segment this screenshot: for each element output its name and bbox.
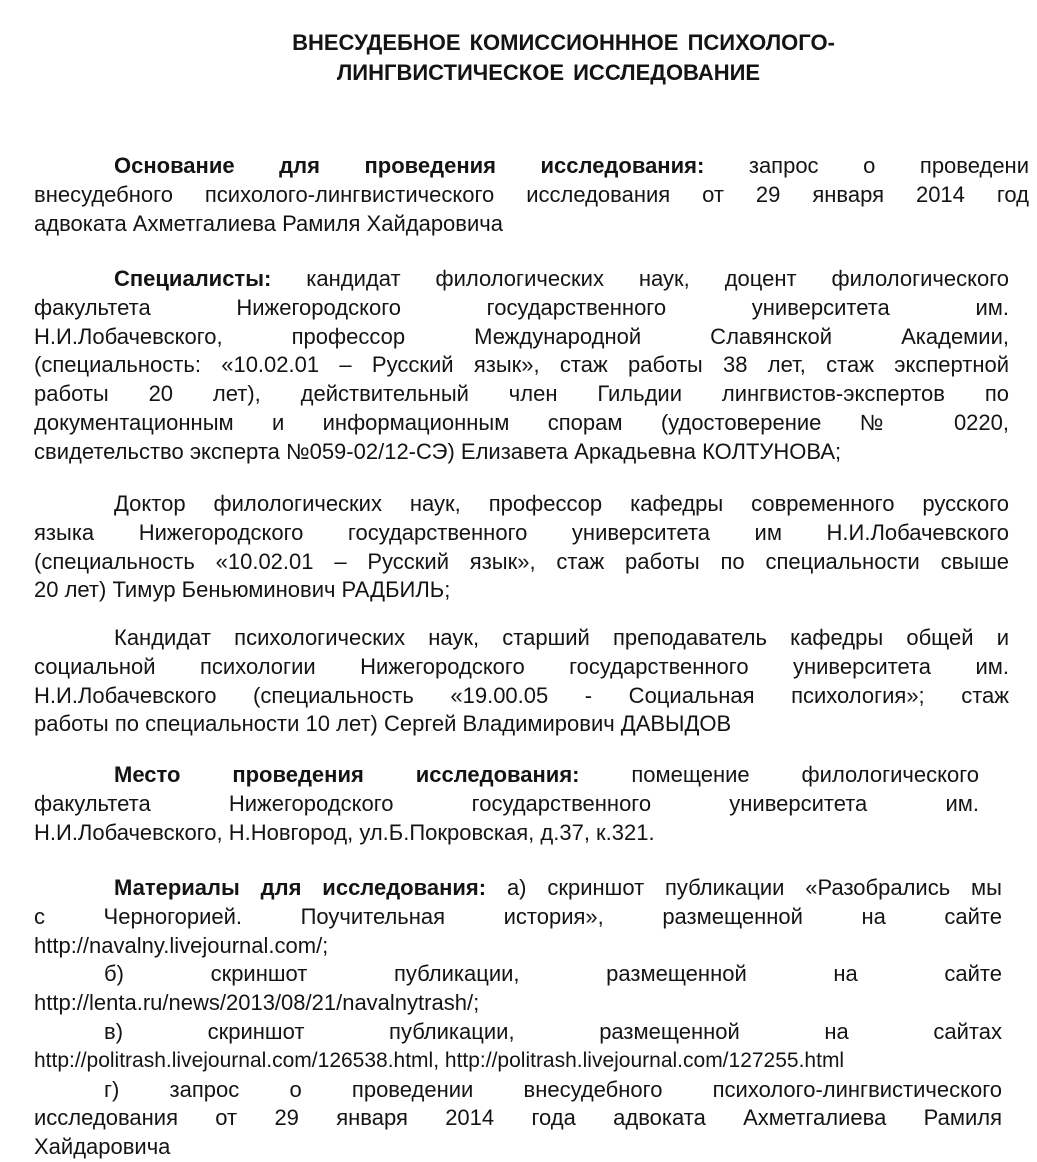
specialist-koltunova-paragraph	[34, 265, 1009, 467]
specialists-label: Специалисты:	[114, 266, 272, 291]
specialist2-text-1: Доктор филологических наук, профессор кафедры современного русского	[114, 491, 1009, 516]
specialist2-text-2: языка Нижегородского государственного университета им Н.И.Лобачевского	[34, 519, 1009, 545]
specialist-radbil-paragraph	[34, 490, 1009, 605]
specialist3-text-4: работы по специальности 10 лет) Сергей Владимирович ДАВЫДОВ	[34, 711, 732, 737]
materials-text-8: г) запрос о проведении внесудебного психолого-лингвистического	[104, 1076, 1002, 1102]
materials-paragraph	[34, 874, 1002, 1162]
specialist-davydov-paragraph	[34, 624, 1009, 739]
specialists-text-3: Н.И.Лобачевского, профессор Международной Славянской Академии,	[34, 323, 1009, 349]
basis-text-2: внесудебного психолого-лингвистического исследования от 29 января 2014 год	[34, 181, 1029, 207]
materials-text-2: с Черногорией. Поучительная история», размещенной на сайте	[34, 903, 1002, 929]
specialist3-text-3: Н.И.Лобачевского (специальность «19.00.05 - Социальная психология»; стаж	[34, 682, 1009, 708]
document-title	[0, 28, 1037, 88]
materials-text-4: б) скриншот публикации, размещенной на сайте	[104, 961, 1002, 987]
materials-text-3: http://navalny.livejournal.com/;	[34, 932, 329, 958]
specialists-text-4: (специальность: «10.02.01 – Русский язык», стаж работы 38 лет, стаж экспертной	[34, 352, 1009, 378]
basis-paragraph	[34, 152, 1029, 238]
specialist3-text-1: Кандидат психологических наук, старший преподаватель кафедры общей и	[114, 625, 1009, 650]
specialist3-text-2: социальной психологии Нижегородского государственного университета им.	[34, 653, 1009, 679]
specialists-text-5: работы 20 лет), действительный член Гильдии лингвистов-экспертов по	[34, 381, 1009, 407]
specialist2-text-3: (специальность «10.02.01 – Русский язык», стаж работы по специальности свыше	[34, 548, 1009, 574]
basis-text-3: адвоката Ахметгалиева Рамиля Хайдаровича	[34, 210, 503, 236]
basis-text-1: запрос о проведени	[704, 153, 1029, 178]
place-text-1: помещение филологического	[579, 762, 979, 787]
specialists-text-6: документационным и информационным спорам (удостоверение № 0220,	[34, 409, 1009, 435]
specialists-text-1: кандидат филологических наук, доцент филологического	[271, 266, 1009, 291]
materials-text-5: http://lenta.ru/news/2013/08/21/navalnytrash/;	[34, 990, 480, 1016]
materials-label: Материалы для исследования:	[114, 875, 487, 900]
materials-text-9: исследования от 29 января 2014 года адвоката Ахметгалиева Рамиля	[34, 1105, 1002, 1131]
basis-label: Основание для проведения исследования:	[114, 153, 705, 178]
place-text-3: Н.И.Лобачевского, Н.Новгород, ул.Б.Покровская, д.37, к.321.	[34, 819, 655, 845]
specialists-text-7: свидетельство эксперта №059-02/12-СЭ) Елизавета Аркадьевна КОЛТУНОВА;	[34, 438, 842, 464]
materials-text-7: http://politrash.livejournal.com/126538.html, http://politrash.livejournal.com/127255.html	[34, 1048, 845, 1072]
place-text-2: факультета Нижегородского государственного университета им.	[34, 790, 979, 816]
specialist2-text-4: 20 лет) Тимур Беньюминович РАДБИЛЬ;	[34, 577, 451, 603]
materials-text-10: Хайдаровича	[34, 1134, 171, 1160]
materials-text-1: а) скриншот публикации «Разобрались мы	[486, 875, 1002, 900]
title-line-2: ЛИНГВИСТИЧЕСКОЕ ИССЛЕДОВАНИЕ	[336, 60, 761, 85]
title-line-1: ВНЕСУДЕБНОЕ КОМИССИОНННОЕ ПСИХОЛОГО-	[292, 30, 835, 55]
place-label: Место проведения исследования:	[114, 762, 580, 787]
place-paragraph	[34, 761, 979, 847]
specialists-text-2: факультета Нижегородского государственного университета им.	[34, 294, 1009, 320]
materials-text-6: в) скриншот публикации, размещенной на сайтах	[104, 1018, 1002, 1044]
